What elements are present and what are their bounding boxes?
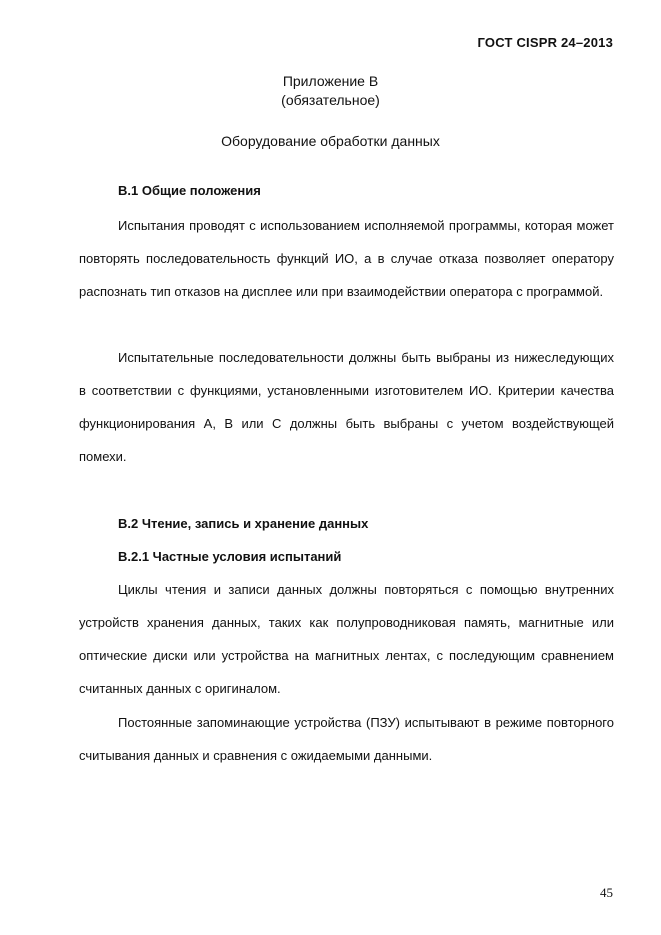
section-b2-paragraph-2: Постоянные запоминающие устройства (ПЗУ) испытывают в режиме повторного считывания данных и сравнения с ожидаемыми данными. — [79, 715, 614, 763]
section-b2-heading: В.2 Чтение, запись и хранение данных — [118, 516, 369, 531]
section-b2-1-heading: В.2.1 Частные условия испытаний — [118, 549, 342, 564]
section-b2-paragraph-1: Циклы чтения и записи данных должны повторяться с помощью внутренних устройств хранения данных, таких как полупроводниковая память, магнитные или оптические диски или устройства на магнитных лентах, с последующим сравнением считанных данных с оригиналом. — [79, 582, 614, 696]
page-number: 45 — [600, 885, 613, 900]
document-header-code: ГОСТ CISPR 24–2013 — [477, 35, 613, 50]
section-b1-paragraph-2: Испытательные последовательности должны быть выбраны из нижеследующих в соответствии с функциями, установленными изготовителем ИО. Критерии качества функционирования А, В или С должны быть выбраны с учетом воздействующей помехи. — [79, 350, 614, 464]
section-b1-heading: В.1 Общие положения — [118, 183, 261, 198]
section-b1-paragraph-1: Испытания проводят с использованием исполняемой программы, которая может повторять последовательность функций ИО, а в случае отказа позволяет оператору распознать тип отказов на дисплее или при взаимодействии оператора с программой. — [79, 218, 614, 299]
appendix-main-heading: Оборудование обработки данных — [221, 133, 440, 149]
appendix-title: Приложение В — [282, 73, 379, 89]
appendix-subtitle: (обязательное) — [281, 92, 380, 108]
